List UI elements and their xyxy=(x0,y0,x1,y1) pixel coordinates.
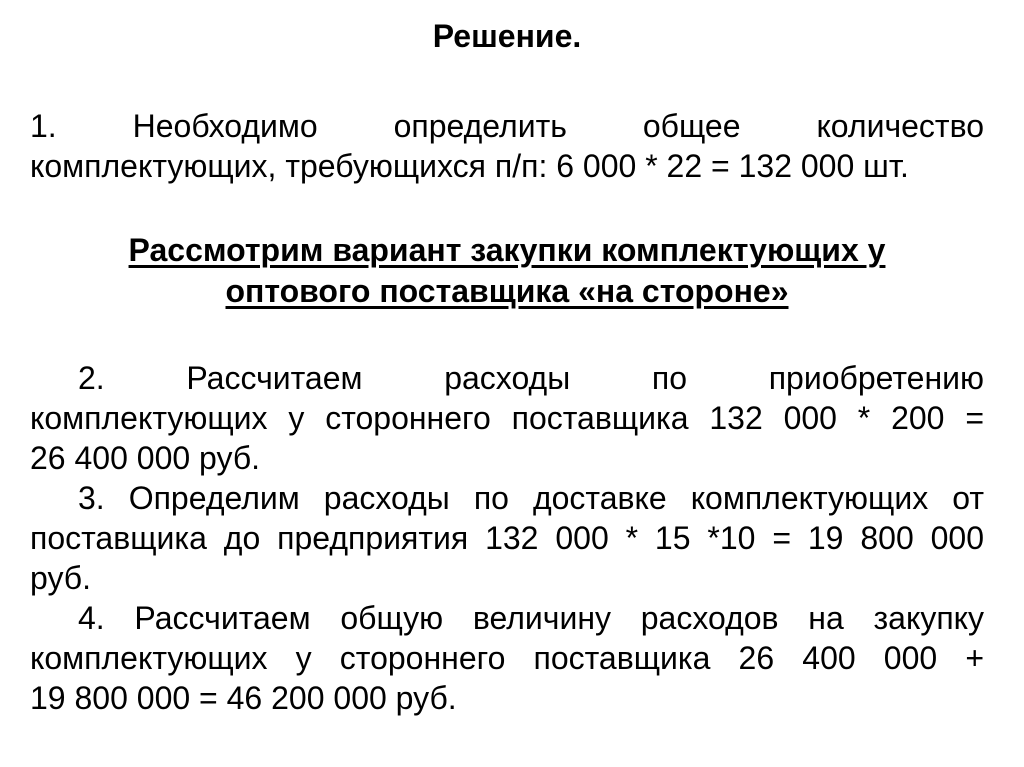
point-2-line-3: 26 400 000 руб. xyxy=(30,440,261,476)
section-heading xyxy=(30,230,984,312)
point-2-paragraph xyxy=(30,358,984,478)
point-3-line-2: поставщика до предприятия 132 000 * 15 *10 = 19 800 000 xyxy=(30,520,984,556)
point-4-line-3: 19 800 000 = 46 200 000 руб. xyxy=(30,680,457,716)
point-3-paragraph xyxy=(30,478,984,598)
point-1-paragraph xyxy=(30,106,984,186)
point-3-line-1: 3. Определим расходы по доставке комплектующих от xyxy=(78,480,984,516)
point-1-line-2: комплектующих, требующихся п/п: 6 000 * 22 = 132 000 шт. xyxy=(30,148,909,184)
point-3-line-3: руб. xyxy=(30,560,92,596)
point-4-line-1: 4. Рассчитаем общую величину расходов на закупку xyxy=(78,600,984,636)
point-4-paragraph xyxy=(30,598,984,718)
slide-title: Решение. xyxy=(432,18,582,54)
point-1-line-1: 1. Необходимо определить общее количество xyxy=(30,108,984,144)
point-2-line-1: 2. Рассчитаем расходы по приобретению xyxy=(78,360,984,396)
point-2-line-2: комплектующих у стороннего поставщика 132 000 * 200 = xyxy=(30,400,984,436)
point-4-line-2: комплектующих у стороннего поставщика 26 400 000 + xyxy=(30,640,984,676)
section-heading-line-2: оптового поставщика «на стороне» xyxy=(225,273,789,309)
section-heading-line-1: Рассмотрим вариант закупки комплектующих у xyxy=(128,232,886,268)
